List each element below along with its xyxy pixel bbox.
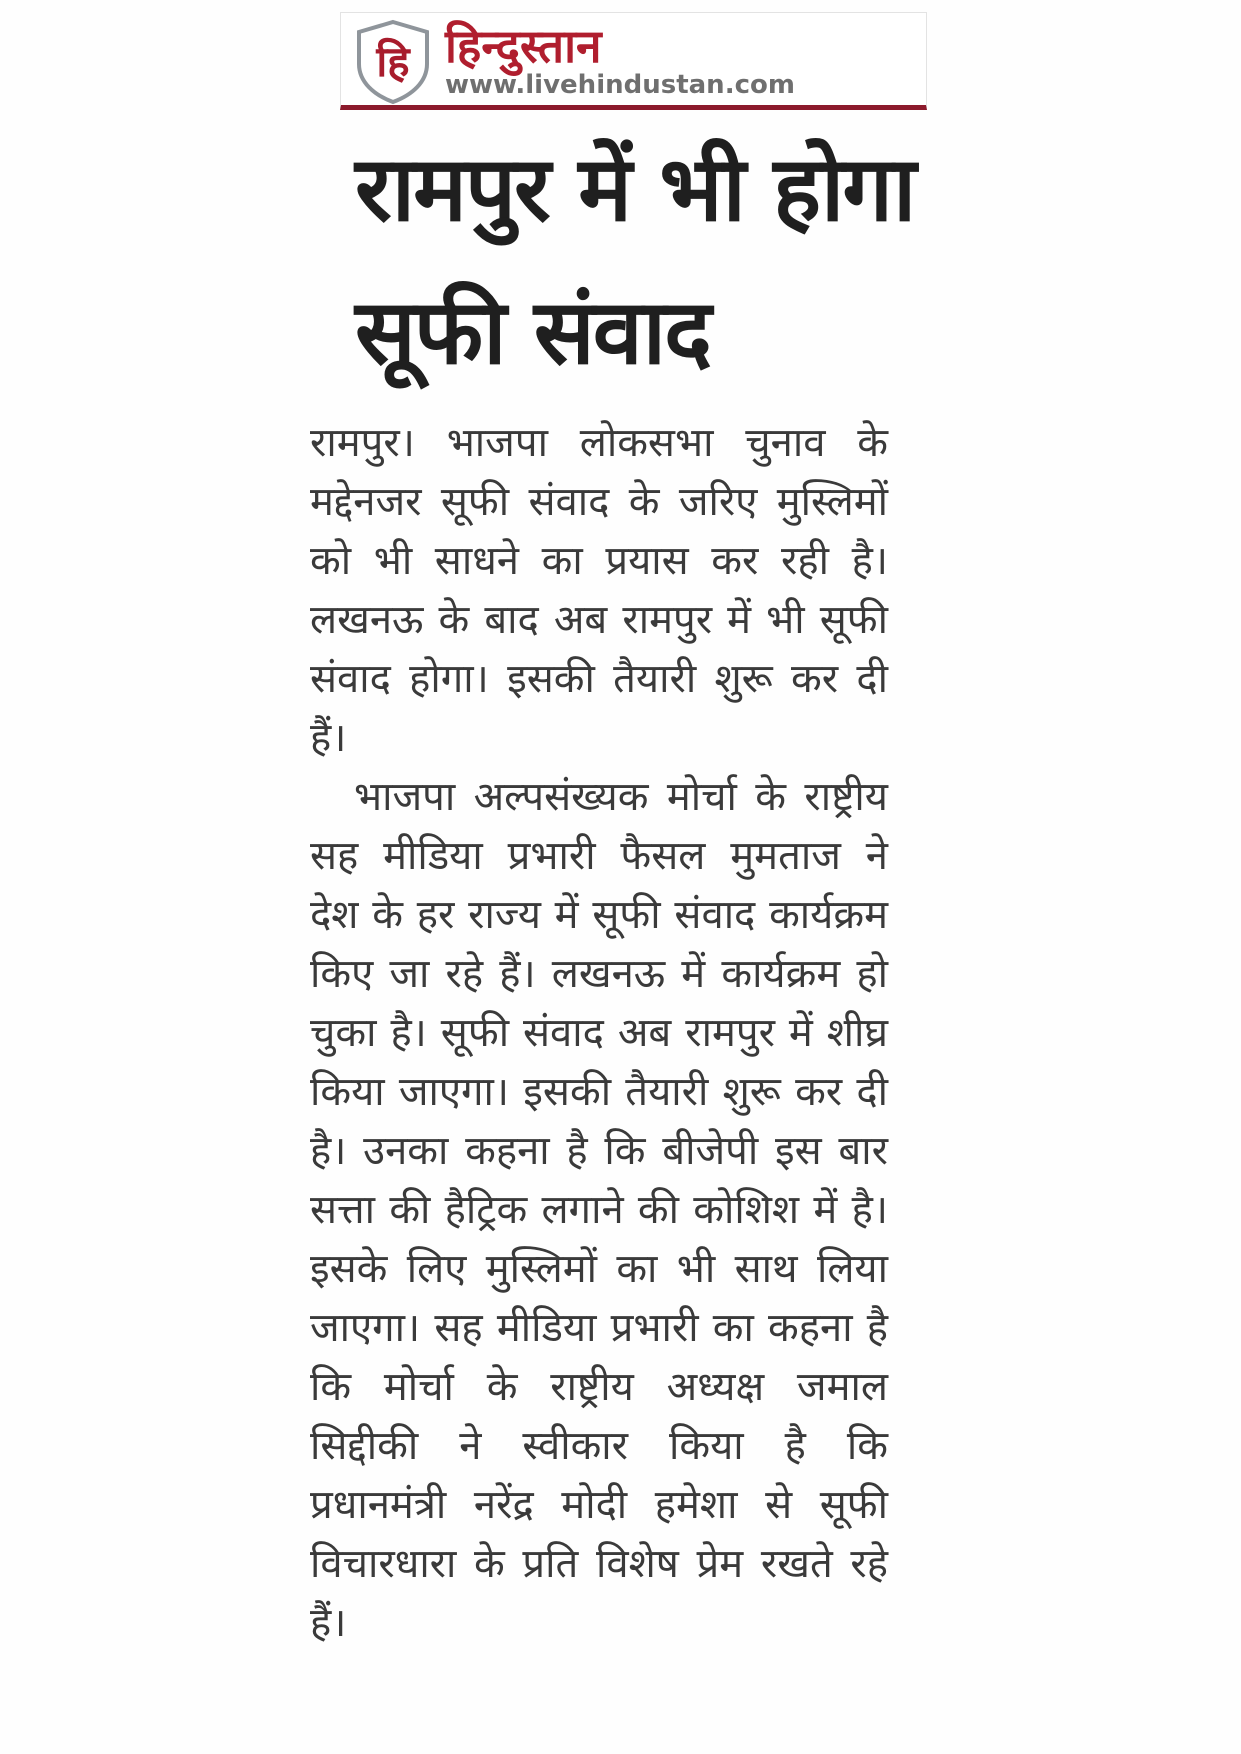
article-paragraph-1: रामपुर। भाजपा लोकसभा चुनाव के मद्देनजर सूफी संवाद के जरिए मुस्लिमों को भी साधने का प्रयास कर रही है। लखनऊ के बाद अब रामपुर में भी सूफी संवाद होगा। इसकी तैयारी शुरू कर दी हैं।: [310, 420, 888, 761]
headline-line-1: रामपुर में भी होगा: [355, 137, 915, 242]
brand-website-url: www.livehindustan.com: [445, 70, 795, 100]
article-paragraph-2: भाजपा अल्पसंख्यक मोर्चा के राष्ट्रीय सह मीडिया प्रभारी फैसल मुमताज ने देश के हर राज्य में सूफी संवाद कार्यक्रम किए जा रहे हैं। लखनऊ में कार्यक्रम हो चुका है। सूफी संवाद अब रामपुर में शीघ्र किया जाएगा। इसकी तैयारी शुरू कर दी है। उनका कहना है कि बीजेपी इस बार सत्ता की हैट्रिक लगाने की कोशिश में है। इसके लिए मुस्लिमों का भी साथ लिया जाएगा। सह मीडिया प्रभारी का कहना है कि मोर्चा के राष्ट्रीय अध्यक्ष जमाल सिद्दीकी ने स्वीकार किया है कि प्रधानमंत्री नरेंद्र मोदी हमेशा से सूफी विचारधारा के प्रति विशेष प्रेम रखते रहे हैं।: [310, 774, 888, 1646]
masthead: [340, 12, 927, 110]
headline-line-2: सूफी संवाद: [355, 280, 710, 385]
logo-monogram: हि: [376, 37, 410, 86]
hindustan-shield-logo-icon: [353, 19, 433, 105]
brand-name: हिन्दुस्तान: [445, 19, 602, 73]
article-body: [310, 414, 888, 1653]
article-headline: [355, 118, 955, 404]
shield-icon: [353, 19, 433, 105]
